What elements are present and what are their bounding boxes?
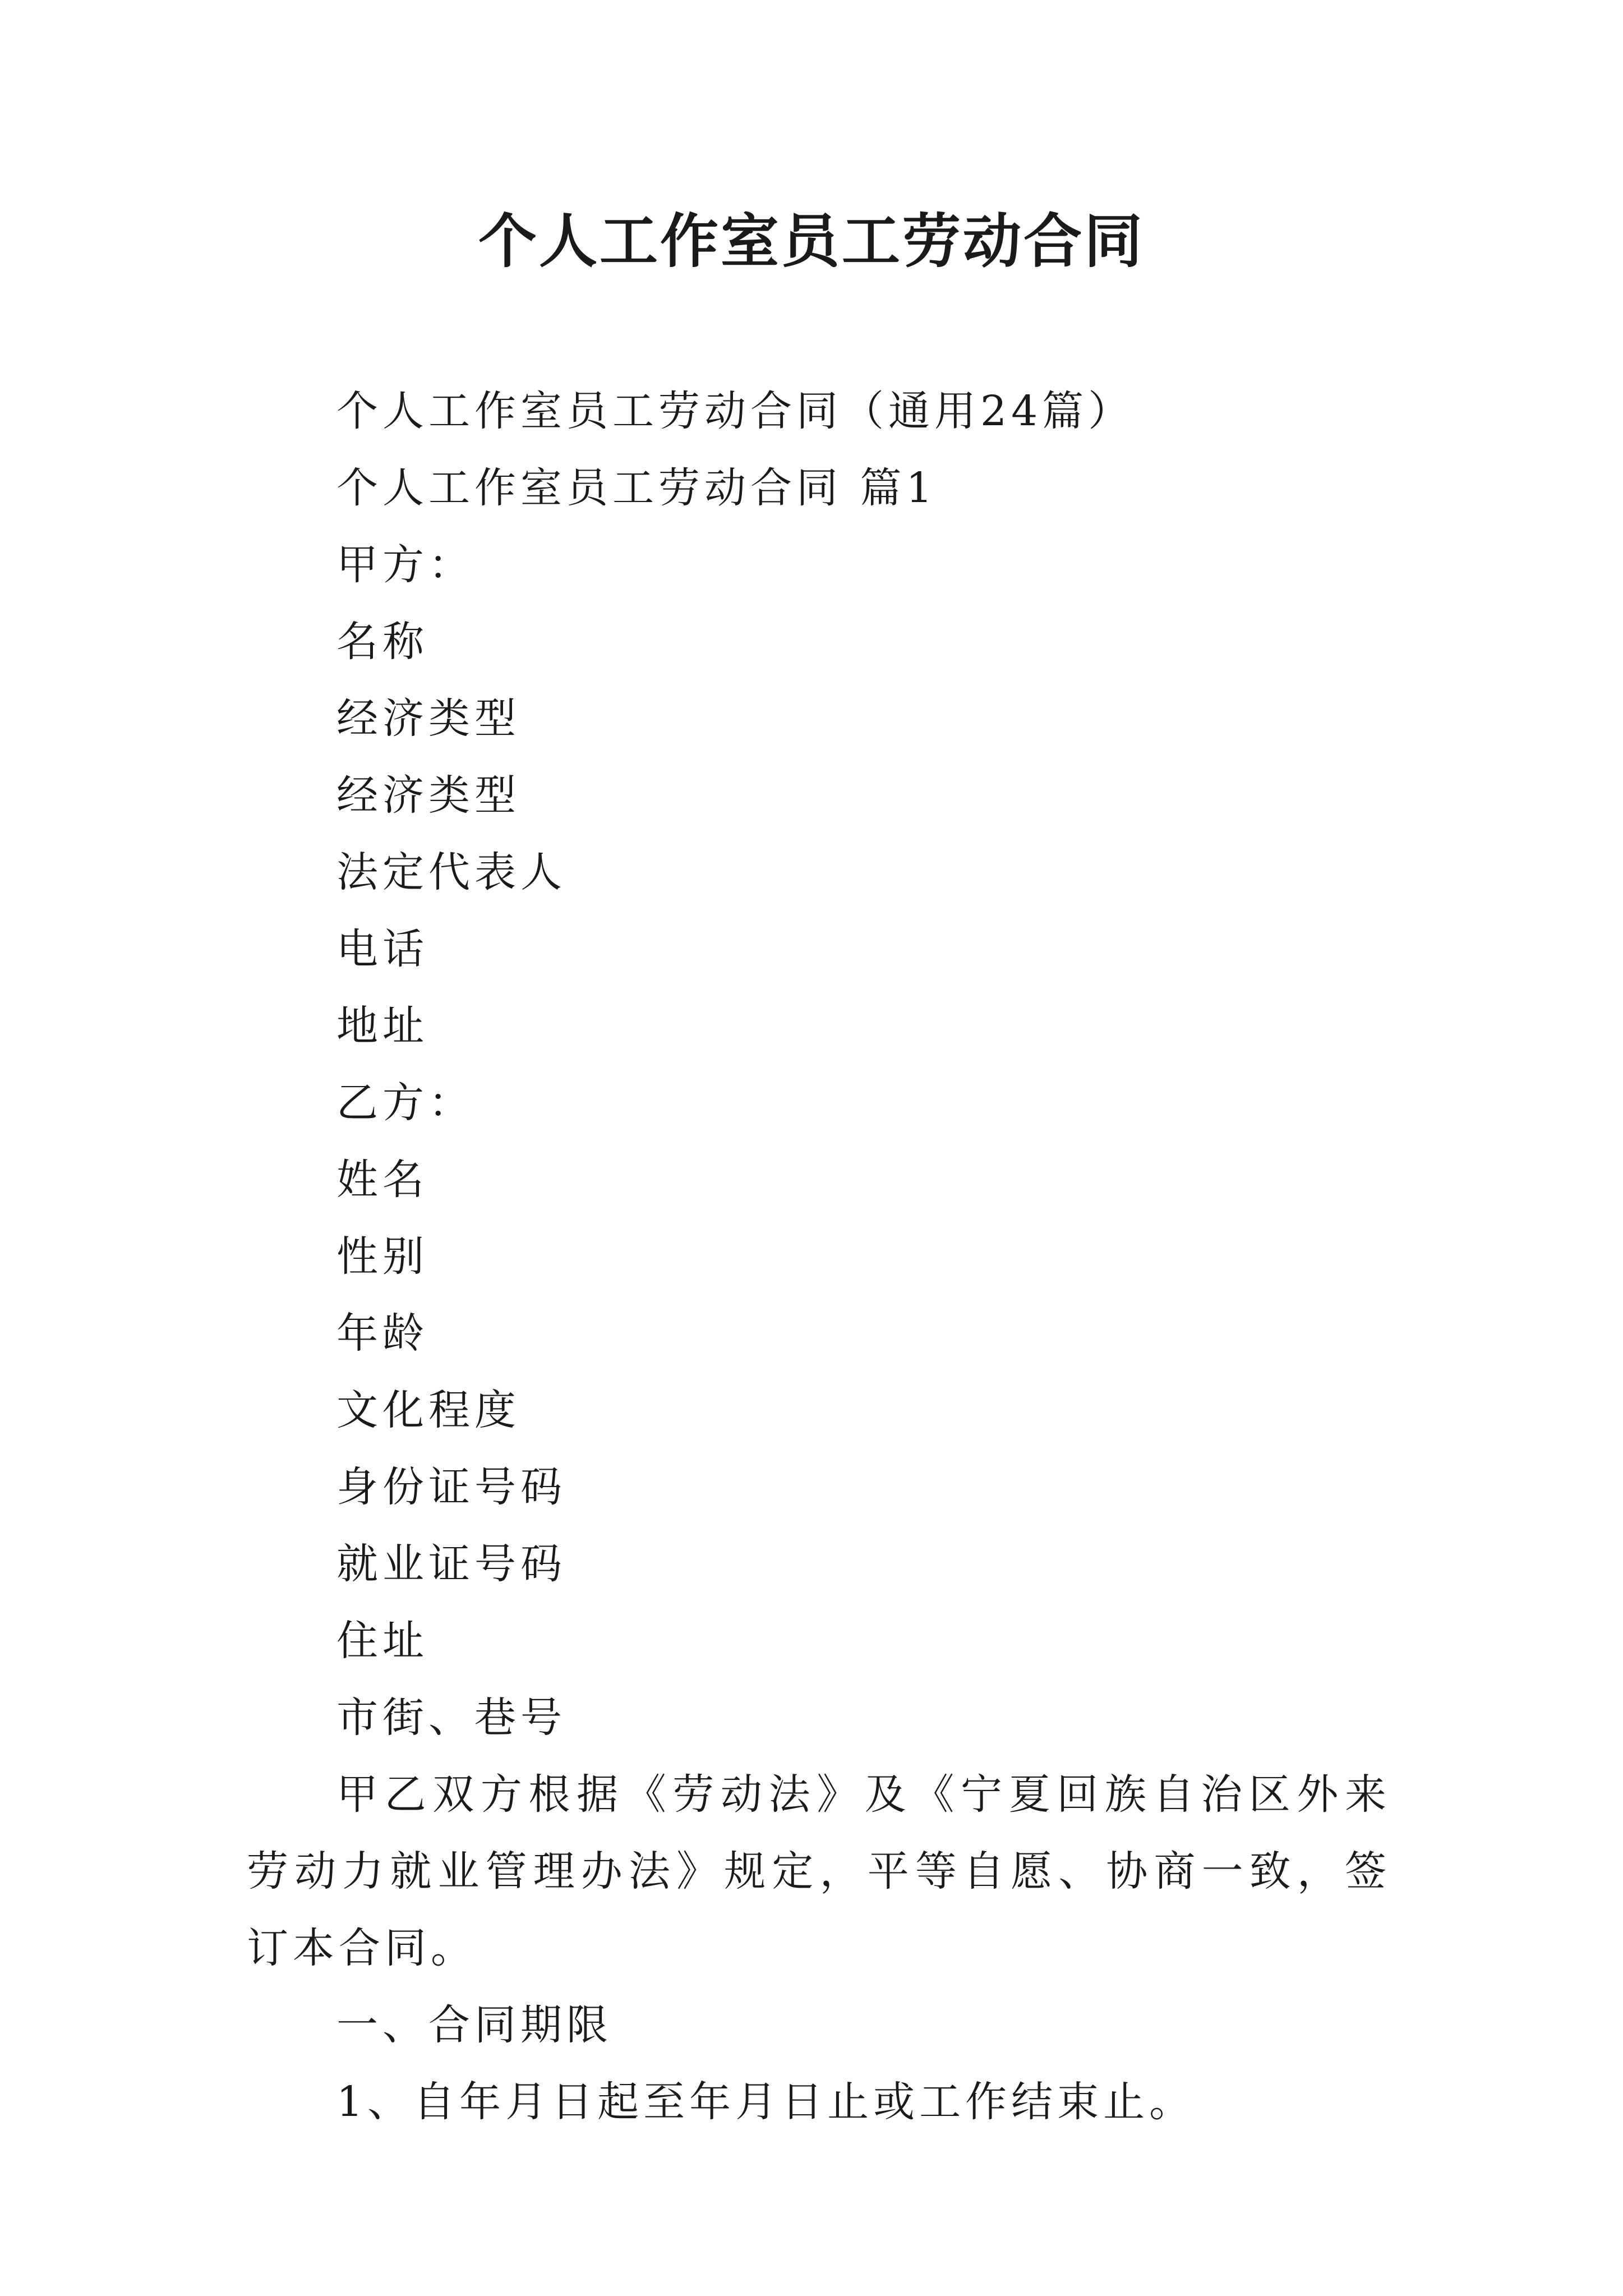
section-heading: 一、合同期限: [336, 2001, 612, 2049]
field-economic-type-repeat: 经济类型: [336, 771, 520, 820]
party-a-label: 甲方：: [336, 541, 474, 589]
field-residence: 住址: [336, 1617, 428, 1665]
field-employment-number: 就业证号码: [336, 1540, 566, 1588]
field-phone: 电话: [336, 925, 428, 973]
field-street: 市街、巷号: [336, 1694, 566, 1742]
clause-1: 1、自年月日起至年月日止或工作结束止。: [336, 2078, 1196, 2126]
party-b-label: 乙方：: [336, 1079, 474, 1127]
chapter-heading: 个人工作室员工劳动合同 篇1: [336, 464, 937, 512]
field-gender: 性别: [336, 1232, 428, 1281]
field-economic-type: 经济类型: [336, 694, 520, 743]
document-body: [247, 373, 1391, 2141]
document-title: 个人工作室员工劳动合同: [478, 206, 1145, 275]
field-name: 名称: [336, 618, 428, 666]
field-education: 文化程度: [336, 1386, 520, 1434]
field-legal-representative: 法定代表人: [336, 848, 566, 896]
field-person-name: 姓名: [336, 1156, 428, 1204]
field-address: 地址: [336, 1002, 428, 1050]
agreement-paragraph: 甲乙双方根据《劳动法》及《宁夏回族自治区外来劳动力就业管理办法》规定，平等自愿、协商一致，签订本合同。: [247, 1770, 1391, 1972]
field-age: 年龄: [336, 1309, 428, 1358]
subtitle-line: 个人工作室员工劳动合同（通用24篇）: [336, 387, 1135, 435]
field-id-number: 身份证号码: [336, 1463, 566, 1511]
